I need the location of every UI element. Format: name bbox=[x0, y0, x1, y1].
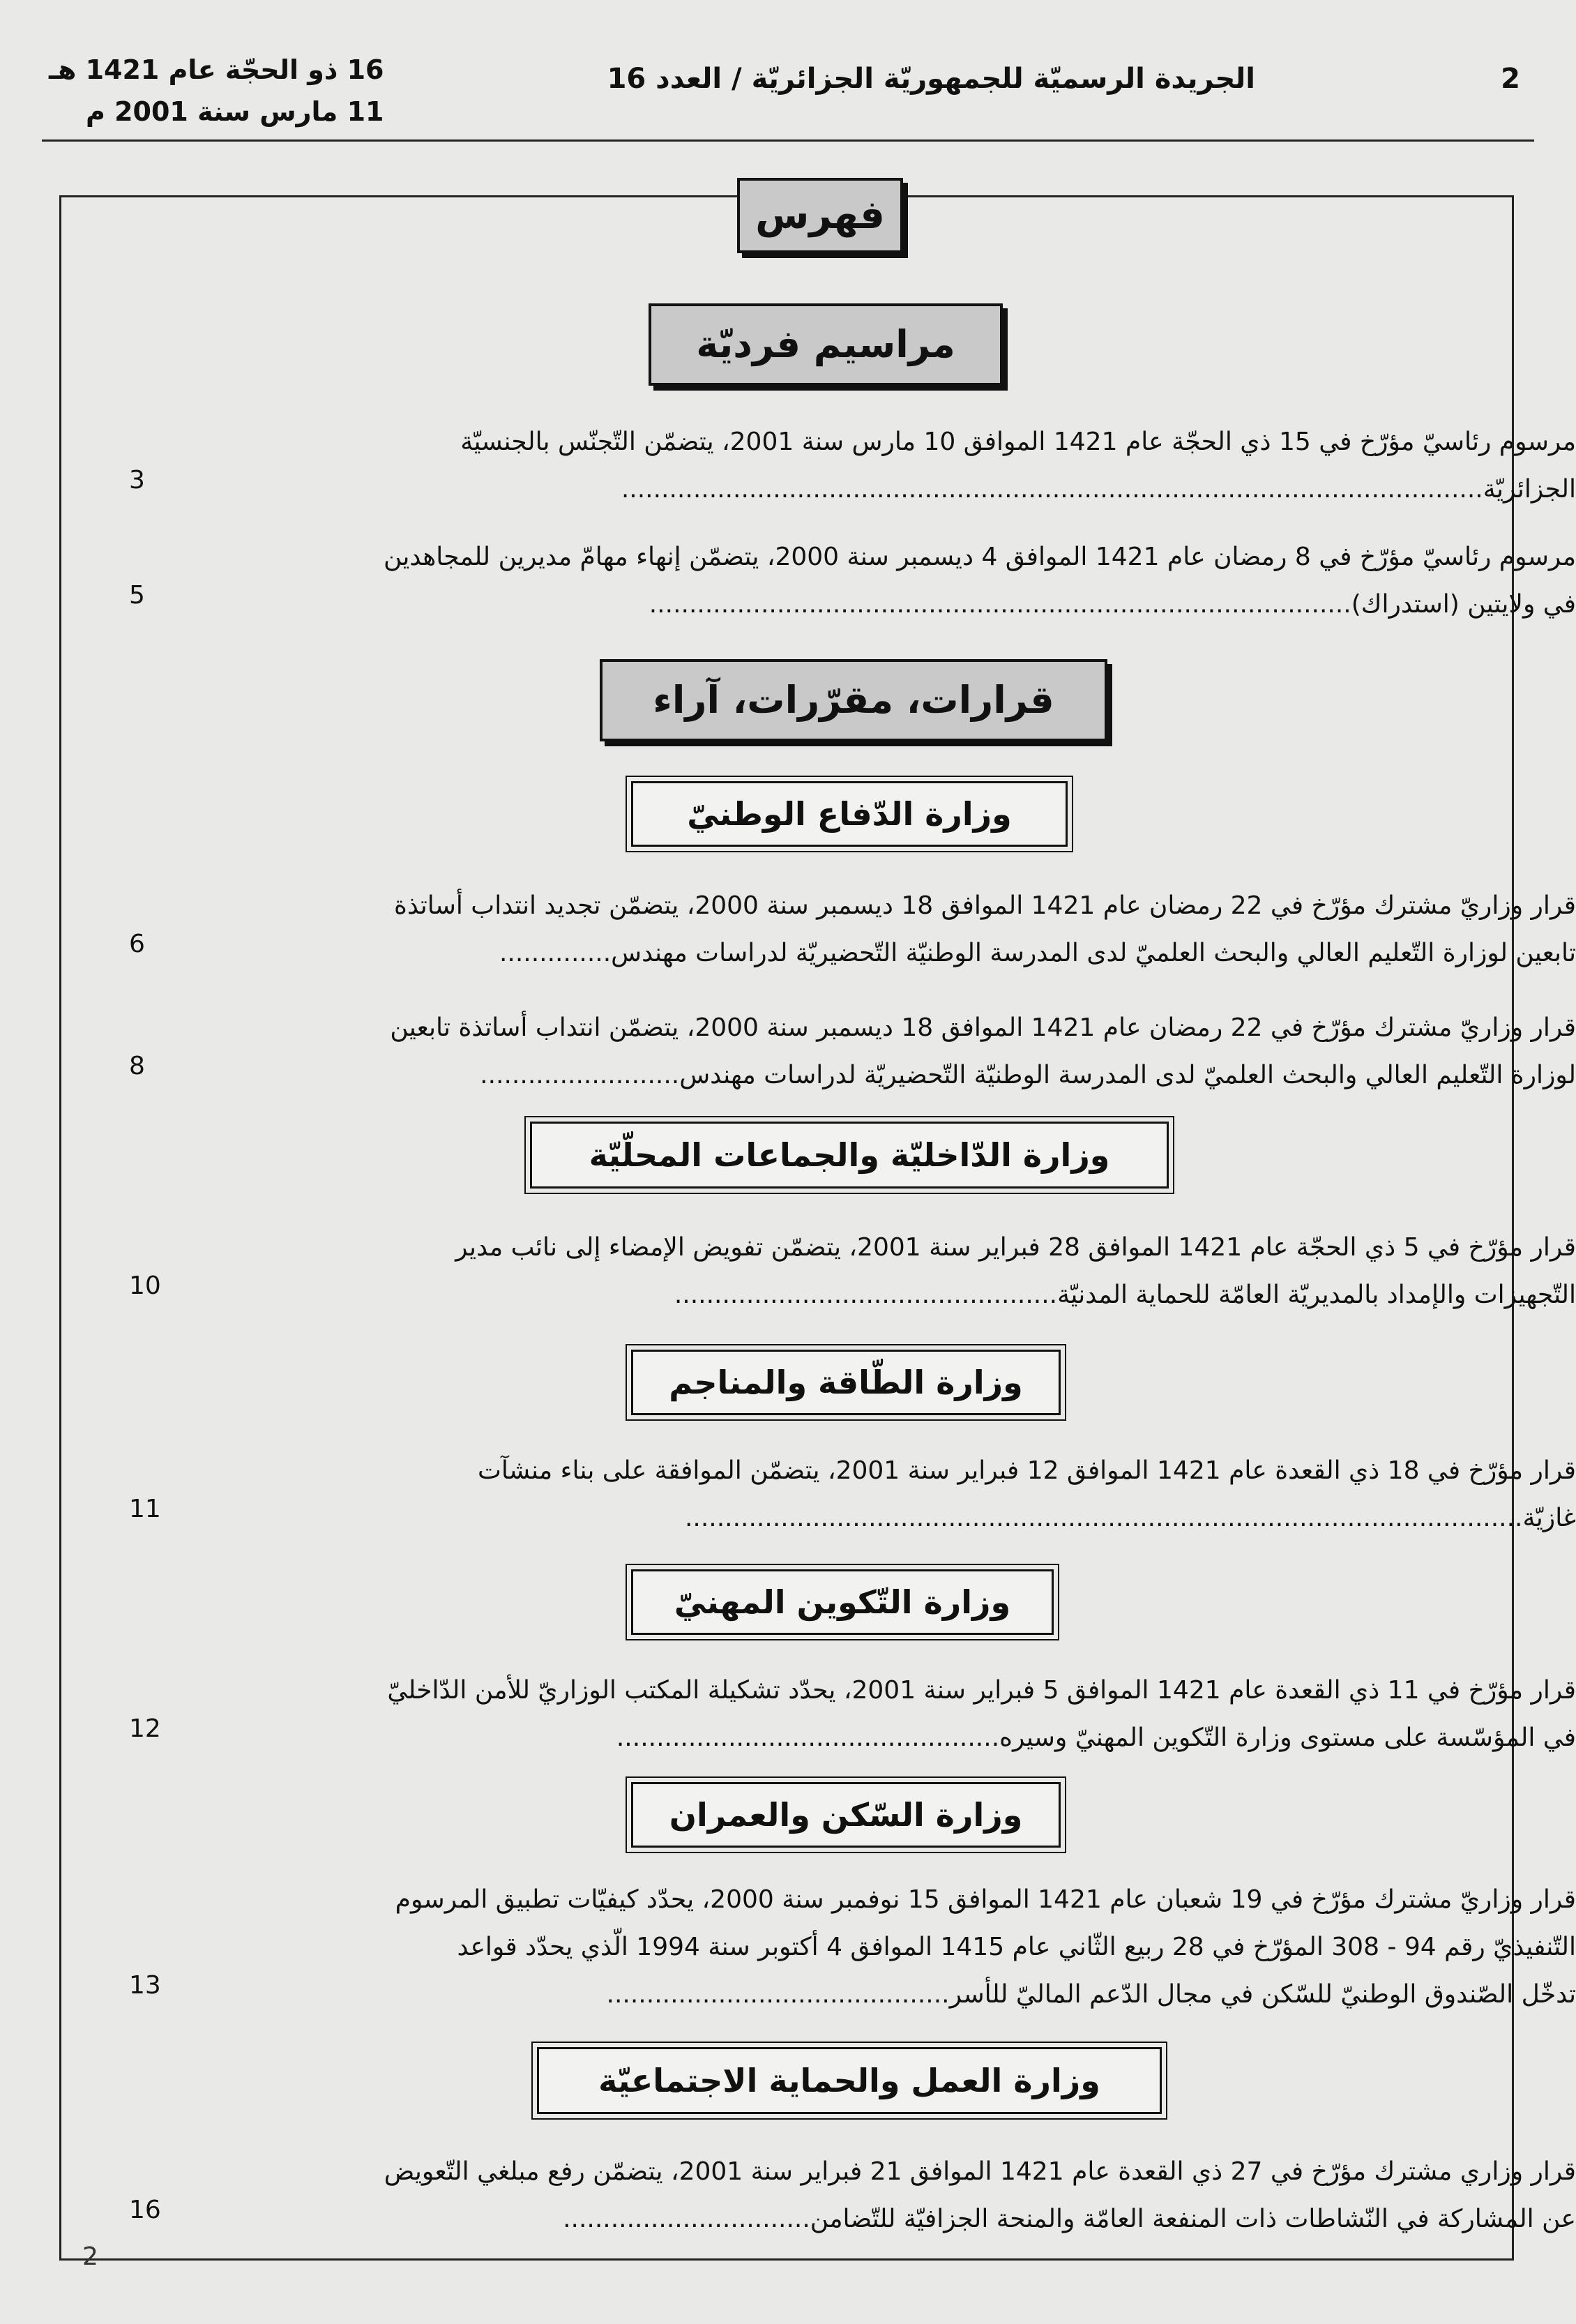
section-heading-individual-decrees: مراسيم فرديّة bbox=[649, 303, 1003, 386]
toc-page-number: 12 bbox=[129, 1714, 161, 1743]
toc-entry: قرار وزاري مشترك مؤرّخ في 27 ذي القعدة عام 1421 الموافق 21 فبراير سنة 2001، يتضمّن رفع مبلغي التّعويض عن المشاركة في النّشاطات ذات المنفعة العامّة والمنحة الجزافيّة للتّضامن............................... bbox=[384, 2157, 1576, 2233]
gazette-title: الجريدة الرسميّة للجمهوريّة الجزائريّة / العدد 16 bbox=[607, 63, 1255, 95]
page-header bbox=[42, 42, 1534, 133]
section-heading-vocational-training: وزارة التّكوين المهنيّ bbox=[631, 1569, 1054, 1635]
index-title: فهرس bbox=[755, 193, 885, 238]
toc-page-number: 8 bbox=[129, 1052, 145, 1080]
toc-entry: قرار مؤرّخ في 11 ذي القعدة عام 1421 الموافق 5 فبراير سنة 2001، يحدّد تشكيلة المكتب الوزاريّ للأمن الدّاخليّ في المؤسّسة على مستوى وزارة التّكوين المهنيّ وسيره................................................ bbox=[387, 1676, 1576, 1752]
footer-mark: 2 bbox=[82, 2242, 98, 2271]
section-heading-interior: وزارة الدّاخليّة والجماعات المحلّيّة bbox=[530, 1122, 1169, 1189]
toc-entry: قرار وزاريّ مشترك مؤرّخ في 22 رمضان عام 1421 الموافق 18 ديسمبر سنة 2000، يتضمّن انتداب أساتذة تابعين لوزارة التّعليم العالي والبحث العلميّ لدى المدرسة الوطنيّة التّحضيريّة لدراسات مهندس......................... bbox=[390, 1013, 1576, 1089]
toc-entry: مرسوم رئاسيّ مؤرّخ في 15 ذي الحجّة عام 1421 الموافق 10 مارس سنة 2001، يتضمّن التّجنّس بالجنسيّة الجزائريّة............................................................................................................ bbox=[460, 428, 1576, 504]
toc-page-number: 10 bbox=[129, 1272, 161, 1300]
toc-entry: قرار وزاريّ مشترك مؤرّخ في 22 رمضان عام 1421 الموافق 18 ديسمبر سنة 2000، يتضمّن تجديد انتداب أساتذة تابعين لوزارة التّعليم العالي والبحث العلميّ لدى المدرسة الوطنيّة التّحضيريّة لدراسات مهندس.............. bbox=[393, 891, 1576, 967]
toc-page-number: 5 bbox=[129, 581, 145, 610]
page-number: 2 bbox=[1501, 63, 1520, 95]
date-hijri: 16 ذو الحجّة عام 1421 هـ bbox=[49, 54, 384, 85]
toc-page-number: 6 bbox=[129, 930, 145, 958]
toc-entry: قرار وزاريّ مشترك مؤرّخ في 19 شعبان عام 1421 الموافق 15 نوفمبر سنة 2000، يحدّد كيفيّات تطبيق المرسوم التّنفيذيّ رقم 94 - 308 المؤرّخ في 28 ربيع الثّاني عام 1415 الموافق 4 أكتوبر سنة 1994 الّذي يحدّد قواعد تدخّل الصّندوق الوطنيّ للسّكن في مجال الدّعم الماليّ للأسر........................................... bbox=[395, 1885, 1576, 2009]
section-heading-defense: وزارة الدّفاع الوطنيّ bbox=[631, 781, 1068, 847]
toc-entry: قرار مؤرّخ في 18 ذي القعدة عام 1421 الموافق 12 فبراير سنة 2001، يتضمّن الموافقة على بناء منشآت غازيّة......................................................................................................... bbox=[478, 1456, 1576, 1532]
issue-dates bbox=[49, 49, 384, 133]
toc-page-number: 11 bbox=[129, 1495, 161, 1523]
index-title-box bbox=[737, 178, 903, 253]
section-heading-decisions: قرارات، مقرّرات، آراء bbox=[600, 659, 1107, 741]
section-heading-energy: وزارة الطّاقة والمناجم bbox=[631, 1350, 1061, 1415]
toc-entry: مرسوم رئاسيّ مؤرّخ في 8 رمضان عام 1421 الموافق 4 ديسمبر سنة 2000، يتضمّن إنهاء مهامّ مديرين للمجاهدين في ولايتين (استدراك)........................................................................................ bbox=[383, 543, 1576, 619]
date-gregorian: 11 مارس سنة 2001 م bbox=[85, 96, 384, 127]
header-rule bbox=[42, 139, 1534, 142]
toc-page-number: 3 bbox=[129, 466, 145, 495]
section-heading-labor: وزارة العمل والحماية الاجتماعيّة bbox=[537, 2047, 1162, 2114]
toc-entry: قرار مؤرّخ في 5 ذي الحجّة عام 1421 الموافق 28 فبراير سنة 2001، يتضمّن تفويض الإمضاء إلى نائب مدير التّجهيزات والإمداد بالمديريّة العامّة للحماية المدنيّة................................................ bbox=[455, 1233, 1576, 1309]
toc-page-number: 16 bbox=[129, 2196, 161, 2224]
toc-page-number: 13 bbox=[129, 1971, 161, 2000]
section-heading-housing: وزارة السّكن والعمران bbox=[631, 1782, 1061, 1848]
